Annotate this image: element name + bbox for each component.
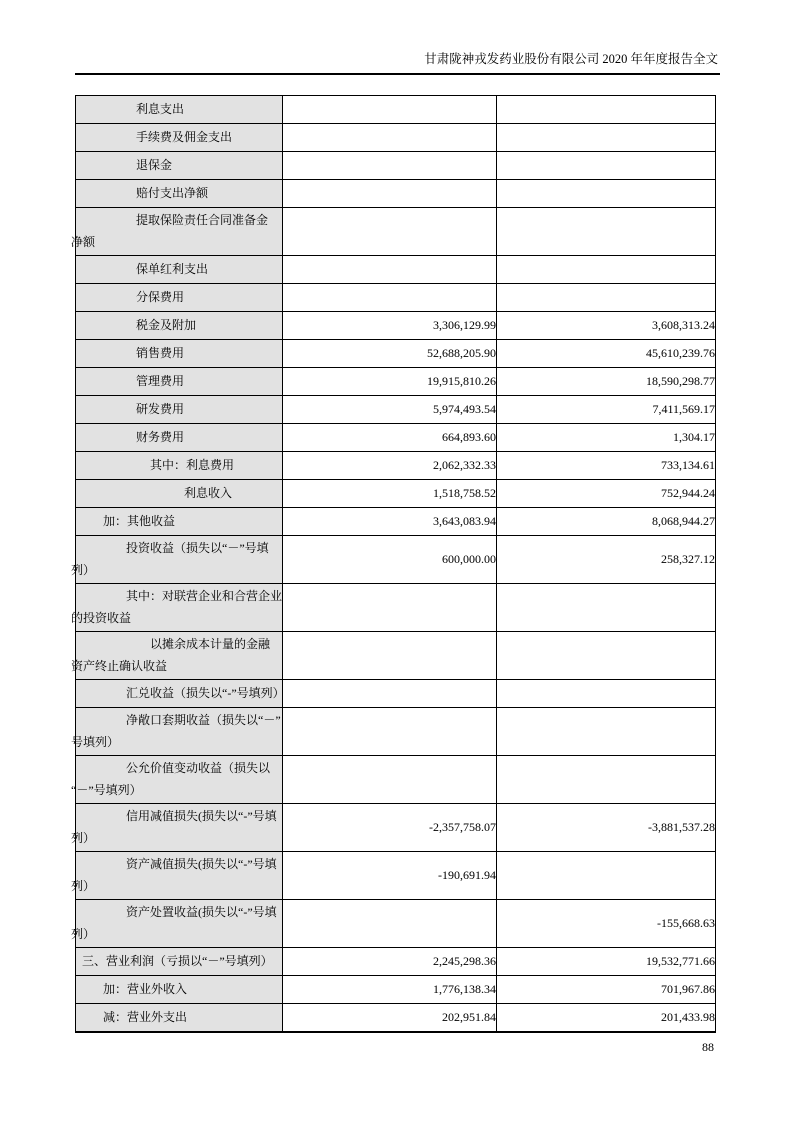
table-row [76, 508, 716, 536]
row-label-line: 投资收益（损失以“－”号填 [126, 541, 269, 555]
row-label [76, 340, 283, 368]
amount-prior-period [497, 124, 716, 152]
amount-prior-period: 701,967.86 [497, 976, 716, 1004]
table-row [76, 804, 716, 852]
row-label [76, 124, 283, 152]
amount-current-period [283, 680, 497, 708]
row-label [71, 584, 283, 632]
amount-current-period [283, 180, 497, 208]
table-row [76, 584, 716, 632]
amount-current-period: -2,357,758.07 [283, 804, 497, 852]
amount-prior-period [497, 180, 716, 208]
amount-prior-period [497, 152, 716, 180]
table-row [76, 680, 716, 708]
income-statement-section [71, 95, 716, 1033]
amount-prior-period [497, 708, 716, 756]
row-label [71, 804, 283, 852]
amount-prior-period: 201,433.98 [497, 1004, 716, 1033]
amount-prior-period [497, 680, 716, 708]
table-row [76, 976, 716, 1004]
income-statement-table [71, 95, 716, 1033]
row-label [76, 1004, 283, 1033]
row-label [71, 536, 283, 584]
table-row [76, 948, 716, 976]
row-label [76, 284, 283, 312]
table-row [76, 96, 716, 124]
table-row [76, 756, 716, 804]
table-row [76, 256, 716, 284]
row-label-line: 利息收入 [184, 485, 233, 500]
amount-prior-period [497, 756, 716, 804]
row-label-continuation: 资产终止确认收益 [71, 658, 168, 673]
row-label-line: 汇兑收益（损失以“-”号填列） [126, 685, 285, 700]
report-title: 甘肃陇神戎发药业股份有限公司 2020 年年度报告全文 [424, 52, 718, 66]
amount-current-period: 3,643,083.94 [283, 508, 497, 536]
amount-current-period [283, 708, 497, 756]
row-label [76, 948, 283, 976]
amount-prior-period: 19,532,771.66 [497, 948, 716, 976]
row-label [76, 96, 283, 124]
amount-current-period [283, 152, 497, 180]
row-label [76, 368, 283, 396]
amount-prior-period: 3,608,313.24 [497, 312, 716, 340]
row-label-continuation: 列） [71, 562, 96, 577]
amount-prior-period [497, 852, 716, 900]
amount-prior-period: 8,068,944.27 [497, 508, 716, 536]
row-label [76, 976, 283, 1004]
row-label-continuation: 列） [71, 830, 96, 845]
amount-prior-period: 18,590,298.77 [497, 368, 716, 396]
amount-prior-period [497, 256, 716, 284]
amount-prior-period: 1,304.17 [497, 424, 716, 452]
amount-prior-period: -3,881,537.28 [497, 804, 716, 852]
row-label-line: 提取保险责任合同准备金 [136, 213, 269, 227]
amount-prior-period [497, 284, 716, 312]
amount-current-period [283, 208, 497, 256]
row-label [76, 680, 283, 708]
row-label-line: 以摊余成本计量的金融 [150, 637, 271, 651]
row-label-line: 研发费用 [136, 401, 185, 416]
row-label-continuation: 的投资收益 [71, 610, 132, 625]
row-label-line: 减：营业外支出 [103, 1009, 188, 1024]
row-label-line: 信用减值损失(损失以“-”号填 [126, 809, 277, 823]
amount-prior-period: 733,134.61 [497, 452, 716, 480]
row-label-line: 管理费用 [136, 373, 185, 388]
amount-current-period [283, 584, 497, 632]
row-label-line: 销售费用 [136, 345, 185, 360]
row-label-continuation: 净额 [71, 234, 96, 249]
table-row [76, 900, 716, 948]
row-label-continuation: 号填列） [71, 734, 120, 749]
table-row [76, 852, 716, 900]
table-row [76, 1004, 716, 1033]
row-label-line: 税金及附加 [136, 317, 197, 332]
row-label [71, 208, 283, 256]
amount-current-period: 202,951.84 [283, 1004, 497, 1033]
amount-current-period: 1,776,138.34 [283, 976, 497, 1004]
amount-current-period: -190,691.94 [283, 852, 497, 900]
page-number: 88 [702, 1040, 714, 1054]
row-label [71, 632, 283, 680]
table-row [76, 396, 716, 424]
row-label [76, 180, 283, 208]
row-label-line: 其中：对联营企业和合营企业 [126, 589, 283, 603]
row-label [71, 756, 283, 804]
amount-current-period: 2,062,332.33 [283, 452, 497, 480]
table-row [76, 536, 716, 584]
amount-current-period: 1,518,758.52 [283, 480, 497, 508]
row-label [71, 852, 283, 900]
row-label-line: 加：其他收益 [103, 513, 176, 528]
row-label-line: 资产处置收益(损失以“-”号填 [126, 905, 277, 919]
amount-current-period [283, 632, 497, 680]
table-row [76, 124, 716, 152]
row-label-continuation: 列） [71, 878, 96, 893]
row-label [71, 708, 283, 756]
table-row [76, 708, 716, 756]
row-label-line: 利息支出 [136, 101, 185, 116]
row-label [76, 508, 283, 536]
amount-current-period: 5,974,493.54 [283, 396, 497, 424]
row-label [71, 900, 283, 948]
amount-current-period [283, 756, 497, 804]
table-row [76, 208, 716, 256]
row-label [76, 396, 283, 424]
row-label-continuation: “－”号填列） [71, 782, 142, 797]
page-header [424, 51, 718, 67]
row-label-line: 其中：利息费用 [150, 457, 235, 472]
row-label [76, 452, 283, 480]
amount-current-period: 3,306,129.99 [283, 312, 497, 340]
amount-current-period: 52,688,205.90 [283, 340, 497, 368]
amount-current-period [283, 124, 497, 152]
table-row [76, 312, 716, 340]
amount-current-period [283, 256, 497, 284]
amount-prior-period [497, 632, 716, 680]
table-row [76, 368, 716, 396]
amount-prior-period: -155,668.63 [497, 900, 716, 948]
row-label-line: 净敞口套期收益（损失以“－” [126, 713, 281, 727]
table-row [76, 152, 716, 180]
amount-current-period: 2,245,298.36 [283, 948, 497, 976]
amount-prior-period [497, 96, 716, 124]
row-label [76, 312, 283, 340]
amount-prior-period: 45,610,239.76 [497, 340, 716, 368]
amount-prior-period: 752,944.24 [497, 480, 716, 508]
amount-prior-period [497, 208, 716, 256]
table-row [76, 452, 716, 480]
row-label [76, 152, 283, 180]
row-label-line: 三、营业利润（亏损以“－”号填列） [82, 953, 273, 968]
row-label-continuation: 列） [71, 926, 96, 941]
row-label-line: 手续费及佣金支出 [136, 129, 233, 144]
amount-current-period: 664,893.60 [283, 424, 497, 452]
amount-prior-period: 7,411,569.17 [497, 396, 716, 424]
amount-current-period [283, 96, 497, 124]
amount-prior-period [497, 584, 716, 632]
table-row [76, 180, 716, 208]
row-label-line: 赔付支出净额 [136, 185, 209, 200]
row-label [76, 424, 283, 452]
header-rule [75, 73, 720, 75]
row-label-line: 退保金 [136, 157, 173, 172]
row-label-line: 公允价值变动收益（损失以 [126, 761, 271, 775]
table-row [76, 424, 716, 452]
amount-current-period [283, 900, 497, 948]
row-label [76, 480, 283, 508]
row-label-line: 保单红利支出 [136, 261, 209, 276]
row-label-line: 财务费用 [136, 429, 185, 444]
amount-prior-period: 258,327.12 [497, 536, 716, 584]
row-label [76, 256, 283, 284]
amount-current-period [283, 284, 497, 312]
table-row [76, 340, 716, 368]
row-label-line: 资产减值损失(损失以“-”号填 [126, 857, 277, 871]
table-row [76, 632, 716, 680]
amount-current-period: 600,000.00 [283, 536, 497, 584]
amount-current-period: 19,915,810.26 [283, 368, 497, 396]
table-row [76, 480, 716, 508]
row-label-line: 加：营业外收入 [103, 981, 188, 996]
table-row [76, 284, 716, 312]
row-label-line: 分保费用 [136, 289, 185, 304]
